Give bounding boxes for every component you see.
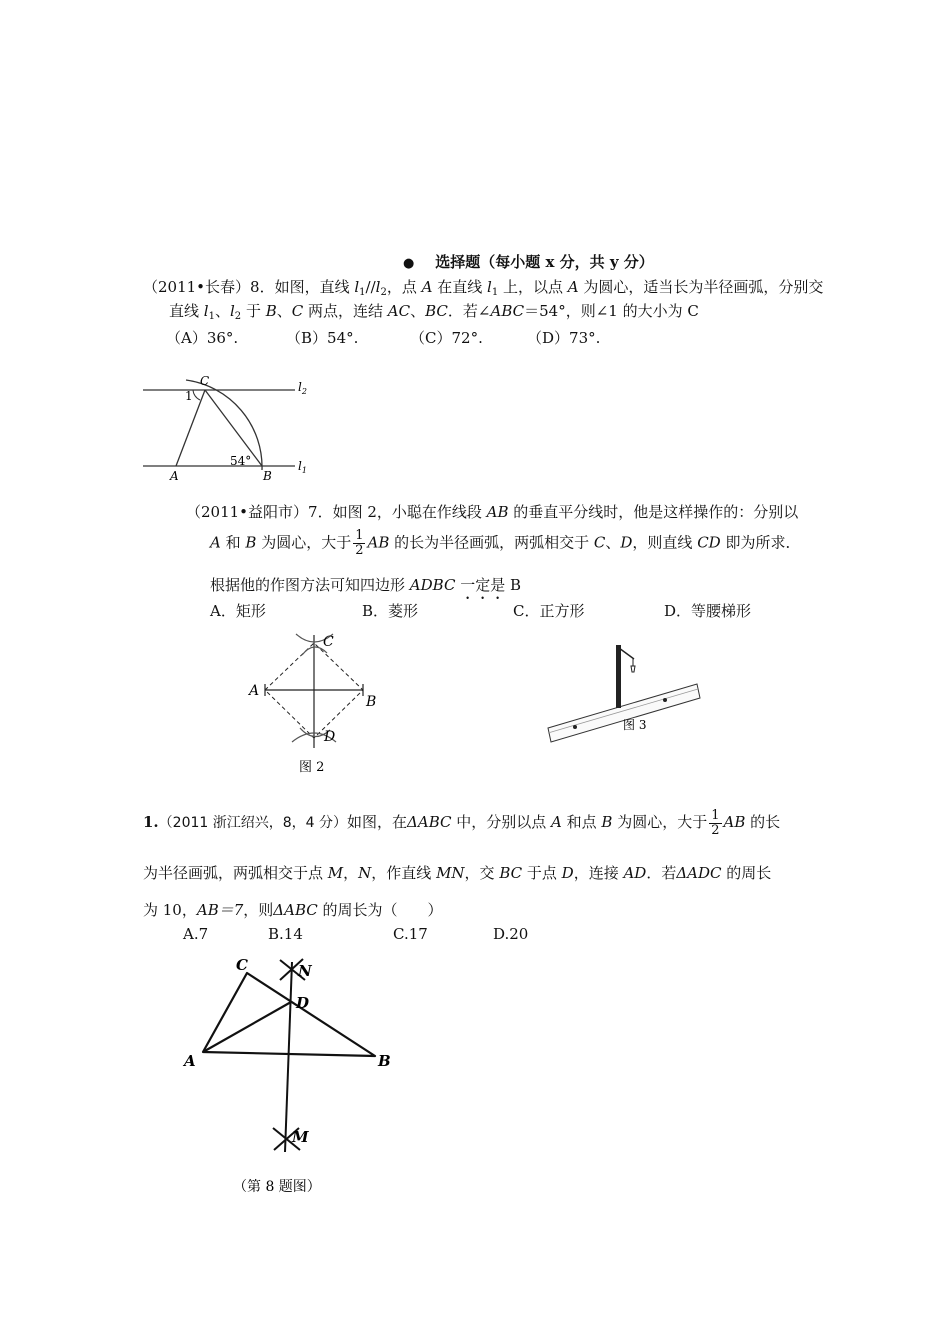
var: l	[487, 278, 492, 296]
fig1-label-c: C	[200, 374, 210, 388]
text: 直线	[169, 302, 204, 320]
fraction-denominator: 2	[355, 543, 364, 558]
q1-option-d: （D）73°.	[527, 329, 601, 347]
var: AB	[723, 813, 746, 831]
text: 的长为半径画弧，两弧相交于	[389, 533, 594, 552]
var: M	[327, 864, 344, 882]
fraction-numerator: 1	[711, 807, 720, 823]
q3-option-d: D.20	[493, 925, 529, 943]
text: ，	[343, 864, 359, 882]
text: 为圆心，大于	[256, 533, 352, 552]
var: A	[551, 813, 562, 831]
var: B	[245, 533, 257, 552]
text: 、	[410, 302, 426, 320]
subscript: 1	[301, 466, 307, 475]
var: l	[298, 380, 302, 394]
var: l	[354, 278, 360, 296]
var: l	[203, 302, 209, 320]
var: B	[265, 302, 277, 320]
text: 的垂直平分线时，他是这样操作的：分别以	[508, 503, 799, 521]
fraction-numerator: 1	[355, 528, 364, 543]
text: 、	[214, 302, 230, 320]
fig1-angle-label: 54°	[230, 454, 252, 468]
fraction-denominator: 2	[711, 822, 720, 838]
text: 即为所求．	[720, 533, 801, 552]
text: 中，分别以点	[451, 813, 552, 831]
var: l	[298, 459, 302, 473]
var: ΔABC	[273, 901, 318, 919]
q1-option-a: （A）36°.	[166, 329, 239, 347]
text: ．若	[646, 864, 677, 882]
text: 和点	[561, 813, 602, 831]
fig2-label-a: A	[249, 683, 260, 699]
text: 、	[276, 302, 292, 320]
fig3-caption: 图 3	[623, 718, 647, 732]
var: A	[210, 533, 221, 552]
fig3q-label-c: C	[236, 956, 248, 974]
section-title: 选择题（每小题 x 分，共 y 分）	[435, 253, 654, 271]
q3-option-c: C.17	[393, 925, 428, 943]
var: A	[567, 278, 579, 296]
text: 和	[220, 533, 246, 552]
q2-option-a: A．矩形	[210, 602, 266, 620]
text: 如图，直线	[274, 278, 355, 296]
text: 如图，在	[347, 813, 408, 831]
var: AB	[367, 533, 390, 552]
var: D	[561, 864, 574, 882]
var: AB	[486, 503, 509, 521]
q3-number: 1.	[143, 813, 159, 831]
var: ΔADC	[676, 864, 722, 882]
text: 的周长为（ ）	[317, 901, 443, 919]
fig3q-label-b: B	[378, 1052, 391, 1070]
text: ．若∠	[447, 302, 491, 320]
var: BC	[499, 864, 523, 882]
text: ，则直线	[632, 533, 698, 552]
var: A	[421, 278, 433, 296]
fig1-label-b: B	[263, 469, 272, 483]
var: BC	[425, 302, 448, 320]
fig3q-label-d: D	[296, 994, 310, 1012]
var: AC	[387, 302, 411, 320]
text: ，则	[243, 901, 274, 919]
subscript: 1	[491, 287, 499, 298]
var: CD	[697, 533, 721, 552]
var: N	[358, 864, 372, 882]
fig3q-label-a: A	[184, 1052, 196, 1070]
text: 如图 2，小聪在作线段	[332, 503, 487, 521]
q3-source: （2011 浙江绍兴，8，4 分）	[158, 815, 348, 831]
text: ，点	[386, 278, 422, 296]
bullet-icon: ●	[403, 256, 415, 271]
fig3q-caption: （第 8 题图）	[233, 1179, 321, 1195]
subscript: 1	[359, 287, 366, 298]
text: 在直线	[432, 278, 488, 296]
emphasized-text: 一定是	[460, 576, 506, 594]
equation: AB＝7	[196, 901, 244, 919]
q2-source: （2011•益阳市）7．	[186, 503, 333, 521]
text: 为半径画弧，两弧相交于点	[143, 864, 328, 882]
text: 、	[605, 533, 621, 552]
text: ，交	[464, 864, 500, 882]
text: 为圆心，适当长为半径画弧，分别交	[578, 278, 824, 296]
q3-option-b: B.14	[268, 925, 303, 943]
var: B	[601, 813, 613, 831]
text: ，连接	[573, 864, 624, 882]
var: AD	[623, 864, 647, 882]
text: 于	[241, 302, 266, 320]
var: ABC	[490, 302, 525, 320]
text: ＝54°，则∠1 的大小为 C	[524, 302, 699, 320]
var: l	[229, 302, 235, 320]
q2-option-b: B．菱形	[362, 602, 419, 620]
text: 为圆心，大于	[612, 813, 708, 831]
q1-option-c: （C）72°.	[410, 329, 483, 347]
text: 的周长	[721, 864, 772, 882]
subscript: 2	[301, 387, 307, 396]
text: 两点，连结	[303, 302, 388, 320]
text: 于点	[522, 864, 562, 882]
text: 为 10，	[143, 901, 197, 919]
q1-option-b: （B）54°.	[286, 329, 359, 347]
q2-option-c: C．正方形	[513, 602, 585, 620]
fig1-label-a: A	[170, 469, 179, 483]
answer: B	[505, 576, 522, 594]
text: 根据他的作图方法可知四边形	[210, 576, 410, 594]
q3-option-a: A.7	[183, 925, 209, 943]
fig2-caption: 图 2	[299, 760, 325, 775]
text: 上，以点	[498, 278, 568, 296]
var: ΔABC	[407, 813, 452, 831]
subscript: 1	[208, 311, 215, 322]
subscript: 2	[234, 311, 242, 322]
var: C	[291, 302, 304, 320]
fig2-label-d: D	[324, 729, 336, 745]
fig2-label-c: C	[323, 634, 334, 650]
text: ，作直线	[371, 864, 437, 882]
var: MN	[436, 864, 465, 882]
fig2-label-b: B	[366, 694, 377, 710]
text: 的长	[745, 813, 781, 831]
fig3q-label-n: N	[298, 962, 312, 980]
var: D	[620, 533, 633, 552]
q2-option-d: D．等腰梯形	[664, 602, 752, 620]
var: l	[375, 278, 381, 296]
subscript: 2	[380, 287, 387, 298]
fig1-label-1: 1	[185, 389, 193, 403]
text: //	[365, 278, 376, 296]
q1-source: （2011•长春）8．	[143, 278, 275, 296]
var: C	[593, 533, 606, 552]
fig3q-label-m: M	[292, 1128, 309, 1146]
var: ADBC	[409, 576, 456, 594]
